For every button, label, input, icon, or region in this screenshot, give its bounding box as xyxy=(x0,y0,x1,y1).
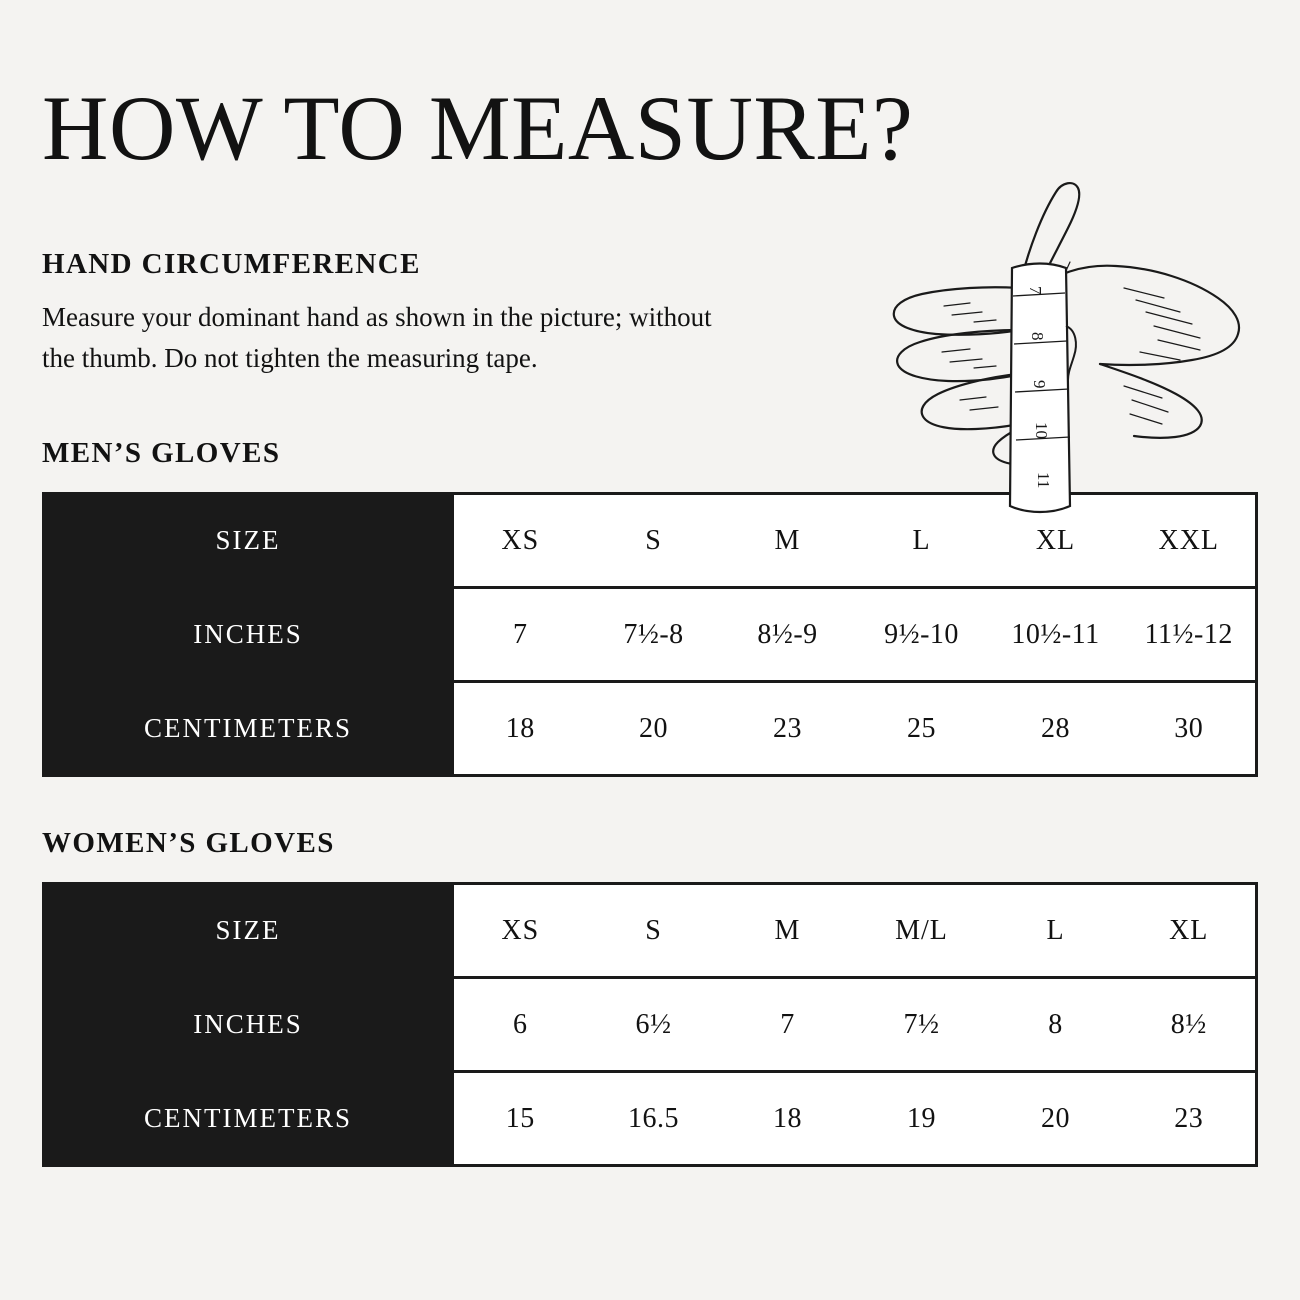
tape-mark-8: 8 xyxy=(1028,332,1047,341)
womens-size-m: M xyxy=(721,884,855,978)
womens-inches-xl: 8½ xyxy=(1123,978,1257,1072)
mens-gloves-heading: MEN’S GLOVES xyxy=(42,437,281,470)
womens-inches-s: 6½ xyxy=(587,978,721,1072)
tape-mark-10: 10 xyxy=(1032,422,1051,439)
tape-mark-11: 11 xyxy=(1034,472,1053,489)
mens-inches-xs: 7 xyxy=(453,588,587,682)
womens-inches-row-label: INCHES xyxy=(44,978,453,1072)
mens-cm-xl: 28 xyxy=(989,682,1123,776)
mens-inches-xxl: 11½-12 xyxy=(1123,588,1257,682)
tape-mark-9: 9 xyxy=(1030,380,1049,389)
hand-circumference-heading: HAND CIRCUMFERENCE xyxy=(42,248,421,280)
mens-size-xxl: XXL xyxy=(1123,494,1257,588)
table-row xyxy=(44,682,1257,776)
mens-inches-row-label: INCHES xyxy=(44,588,453,682)
womens-size-row-label: SIZE xyxy=(44,884,453,978)
mens-centimeters-row-label: CENTIMETERS xyxy=(44,682,453,776)
mens-size-l: L xyxy=(855,494,989,588)
mens-cm-m: 23 xyxy=(721,682,855,776)
mens-cm-xxl: 30 xyxy=(1123,682,1257,776)
womens-inches-ml: 7½ xyxy=(855,978,989,1072)
womens-size-ml: M/L xyxy=(855,884,989,978)
mens-size-xl: XL xyxy=(989,494,1123,588)
mens-inches-s: 7½-8 xyxy=(587,588,721,682)
womens-centimeters-row-label: CENTIMETERS xyxy=(44,1072,453,1166)
hand-circumference-description: Measure your dominant hand as shown in the picture; without the thumb. Do not tighten the measuring tape. xyxy=(42,302,712,374)
table-row xyxy=(44,978,1257,1072)
mens-cm-l: 25 xyxy=(855,682,989,776)
mens-size-m: M xyxy=(721,494,855,588)
womens-cm-l: 20 xyxy=(989,1072,1123,1166)
mens-size-row-label: SIZE xyxy=(44,494,453,588)
mens-inches-m: 8½-9 xyxy=(721,588,855,682)
mens-cm-xs: 18 xyxy=(453,682,587,776)
womens-cm-ml: 19 xyxy=(855,1072,989,1166)
womens-cm-m: 18 xyxy=(721,1072,855,1166)
womens-size-s: S xyxy=(587,884,721,978)
womens-cm-s: 16.5 xyxy=(587,1072,721,1166)
womens-inches-xs: 6 xyxy=(453,978,587,1072)
table-row xyxy=(44,1072,1257,1166)
womens-cm-xs: 15 xyxy=(453,1072,587,1166)
mens-inches-xl: 10½-11 xyxy=(989,588,1123,682)
table-row xyxy=(44,884,1257,978)
womens-inches-m: 7 xyxy=(721,978,855,1072)
womens-size-table xyxy=(42,882,1258,1167)
table-row xyxy=(44,588,1257,682)
womens-size-xs: XS xyxy=(453,884,587,978)
page-title: HOW TO MEASURE? xyxy=(42,77,914,179)
womens-size-l: L xyxy=(989,884,1123,978)
mens-size-s: S xyxy=(587,494,721,588)
womens-gloves-heading: WOMEN’S GLOVES xyxy=(42,827,335,860)
womens-inches-l: 8 xyxy=(989,978,1123,1072)
mens-size-xs: XS xyxy=(453,494,587,588)
hand-measurement-illustration xyxy=(824,176,1254,546)
womens-cm-xl: 23 xyxy=(1123,1072,1257,1166)
mens-cm-s: 20 xyxy=(587,682,721,776)
mens-inches-l: 9½-10 xyxy=(855,588,989,682)
womens-size-xl: XL xyxy=(1123,884,1257,978)
tape-mark-7: 7 xyxy=(1026,286,1045,295)
